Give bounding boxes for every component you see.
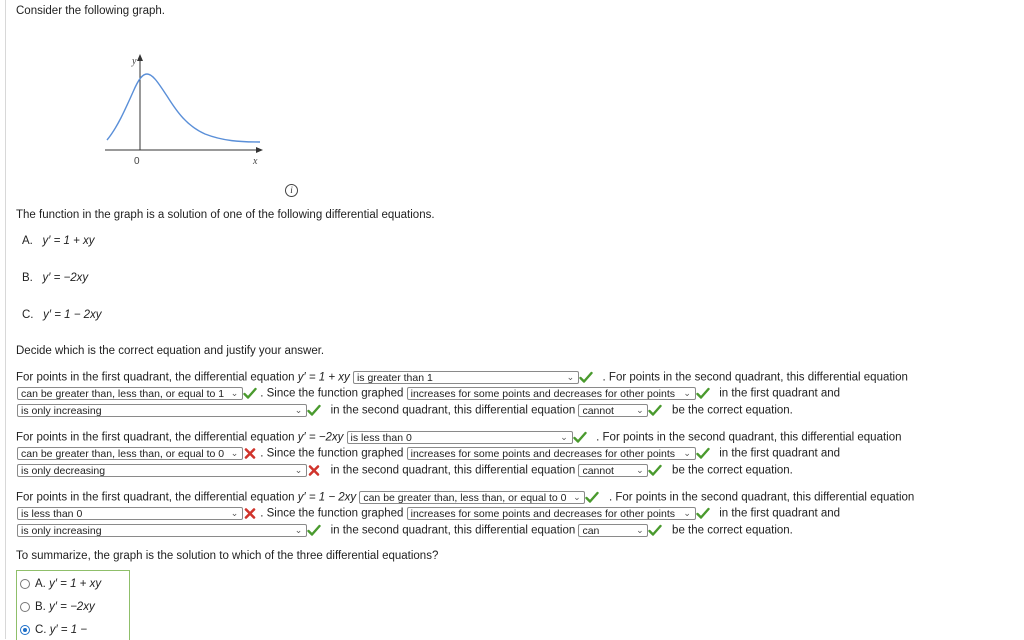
check-icon [648,524,662,537]
chevron-down-icon: ⌄ [636,405,644,415]
chevron-down-icon: ⌄ [294,525,303,535]
check-icon [573,431,587,444]
chevron-down-icon: ⌄ [294,405,303,415]
prompt-text: Decide which is the correct equation and justify your answer. [16,345,325,357]
info-icon[interactable]: i [285,184,298,197]
block1-line1: For points in the first quadrant, the differential equation y′ = 1 + xy is greater than 1 ⌄ . For points in the second quadrant, this differential equation [16,371,908,384]
block1-select-3[interactable]: increases for some points and decreases for other points ⌄ [407,387,696,400]
block3-select-5[interactable]: can ⌄ [578,524,648,537]
block1-select-4[interactable]: is only increasing ⌄ [17,404,307,417]
chevron-down-icon: ⌄ [230,448,239,458]
check-icon [648,464,662,477]
check-icon [585,491,599,504]
chevron-down-icon: ⌄ [636,465,644,475]
block2-select-4[interactable]: is only decreasing ⌄ [17,464,307,477]
block2-line2: can be greater than, less than, or equal to 0 ⌄ . Since the function graphed increases for some points and decreases for other points ⌄ in the first quadrant and [17,447,840,460]
intro-text: Consider the following graph. [16,5,165,17]
block3-select-4[interactable]: is only increasing ⌄ [17,524,307,537]
cross-icon [307,464,321,477]
check-icon [696,507,710,520]
block1-select-5[interactable]: cannot ⌄ [578,404,648,417]
answer-a[interactable]: A. y′ = 1 + xy [20,578,101,590]
left-border [5,0,6,639]
option-b: B. y′ = −2xy [22,272,89,284]
chevron-down-icon: ⌄ [636,525,644,535]
answer-b[interactable]: B. y′ = −2xy [20,601,95,613]
origin-label: 0 [134,156,140,167]
option-a: A. y′ = 1 + xy [22,235,95,247]
x-axis-label: x [253,156,258,167]
chevron-down-icon: ⌄ [560,432,568,442]
check-icon [579,371,593,384]
block2-line1: For points in the first quadrant, the differential equation y′ = −2xy is less than 0 ⌄ . For points in the second quadrant, this differential equation [16,431,902,444]
solution-curve [107,74,260,142]
block3-line2: is less than 0 ⌄ . Since the function graphed increases for some points and decreases for other points ⌄ in the first quadrant and [17,507,840,520]
solution-graph [95,50,265,170]
check-icon [307,404,321,417]
block3-select-1[interactable]: can be greater than, less than, or equal to 0 ⌄ [359,491,585,504]
answer-c[interactable]: C. y′ = 1 − [20,624,87,636]
check-icon [648,404,662,417]
chevron-down-icon: ⌄ [573,492,581,502]
chevron-down-icon: ⌄ [566,372,575,382]
chevron-down-icon: ⌄ [683,388,691,398]
chevron-down-icon: ⌄ [294,465,303,475]
block2-line3: is only decreasing ⌄ in the second quadrant, this differential equation cannot ⌄ be the correct equation. [17,464,793,477]
block2-select-2[interactable]: can be greater than, less than, or equal to 0 ⌄ [17,447,243,460]
block3-select-3[interactable]: increases for some points and decreases for other points ⌄ [407,507,696,520]
chevron-down-icon: ⌄ [230,508,239,518]
chevron-down-icon: ⌄ [683,508,691,518]
summary-text: To summarize, the graph is the solution to which of the three differential equations? [16,550,439,562]
block3-line1: For points in the first quadrant, the differential equation y′ = 1 − 2xy can be greater than, less than, or equal to 0 ⌄ . For points in the second quadrant, this differential equation [16,491,915,504]
check-icon [696,447,710,460]
block2-select-5[interactable]: cannot ⌄ [578,464,648,477]
check-icon [696,387,710,400]
option-c: C. y′ = 1 − 2xy [22,309,102,321]
block1-select-2[interactable]: can be greater than, less than, or equal to 1 ⌄ [17,387,243,400]
cross-icon [243,447,257,460]
chevron-down-icon: ⌄ [230,388,239,398]
check-icon [307,524,321,537]
cross-icon [243,507,257,520]
block3-line3: is only increasing ⌄ in the second quadrant, this differential equation can ⌄ be the correct equation. [17,524,793,537]
statement-text: The function in the graph is a solution of one of the following differential equations. [16,209,435,221]
chevron-down-icon: ⌄ [683,448,691,458]
block3-select-2[interactable]: is less than 0 ⌄ [17,507,243,520]
radio-c[interactable] [20,625,30,635]
block2-select-3[interactable]: increases for some points and decreases for other points ⌄ [407,447,696,460]
block1-line2: can be greater than, less than, or equal to 1 ⌄ . Since the function graphed increases for some points and decreases for other points ⌄ in the first quadrant and [17,387,840,400]
radio-b[interactable] [20,602,30,612]
y-axis-label: y [132,56,137,67]
block1-line3: is only increasing ⌄ in the second quadrant, this differential equation cannot ⌄ be the correct equation. [17,404,793,417]
check-icon [243,387,257,400]
block2-select-1[interactable]: is less than 0 ⌄ [347,431,573,444]
block1-select-1[interactable]: is greater than 1 ⌄ [353,371,579,384]
radio-a[interactable] [20,579,30,589]
